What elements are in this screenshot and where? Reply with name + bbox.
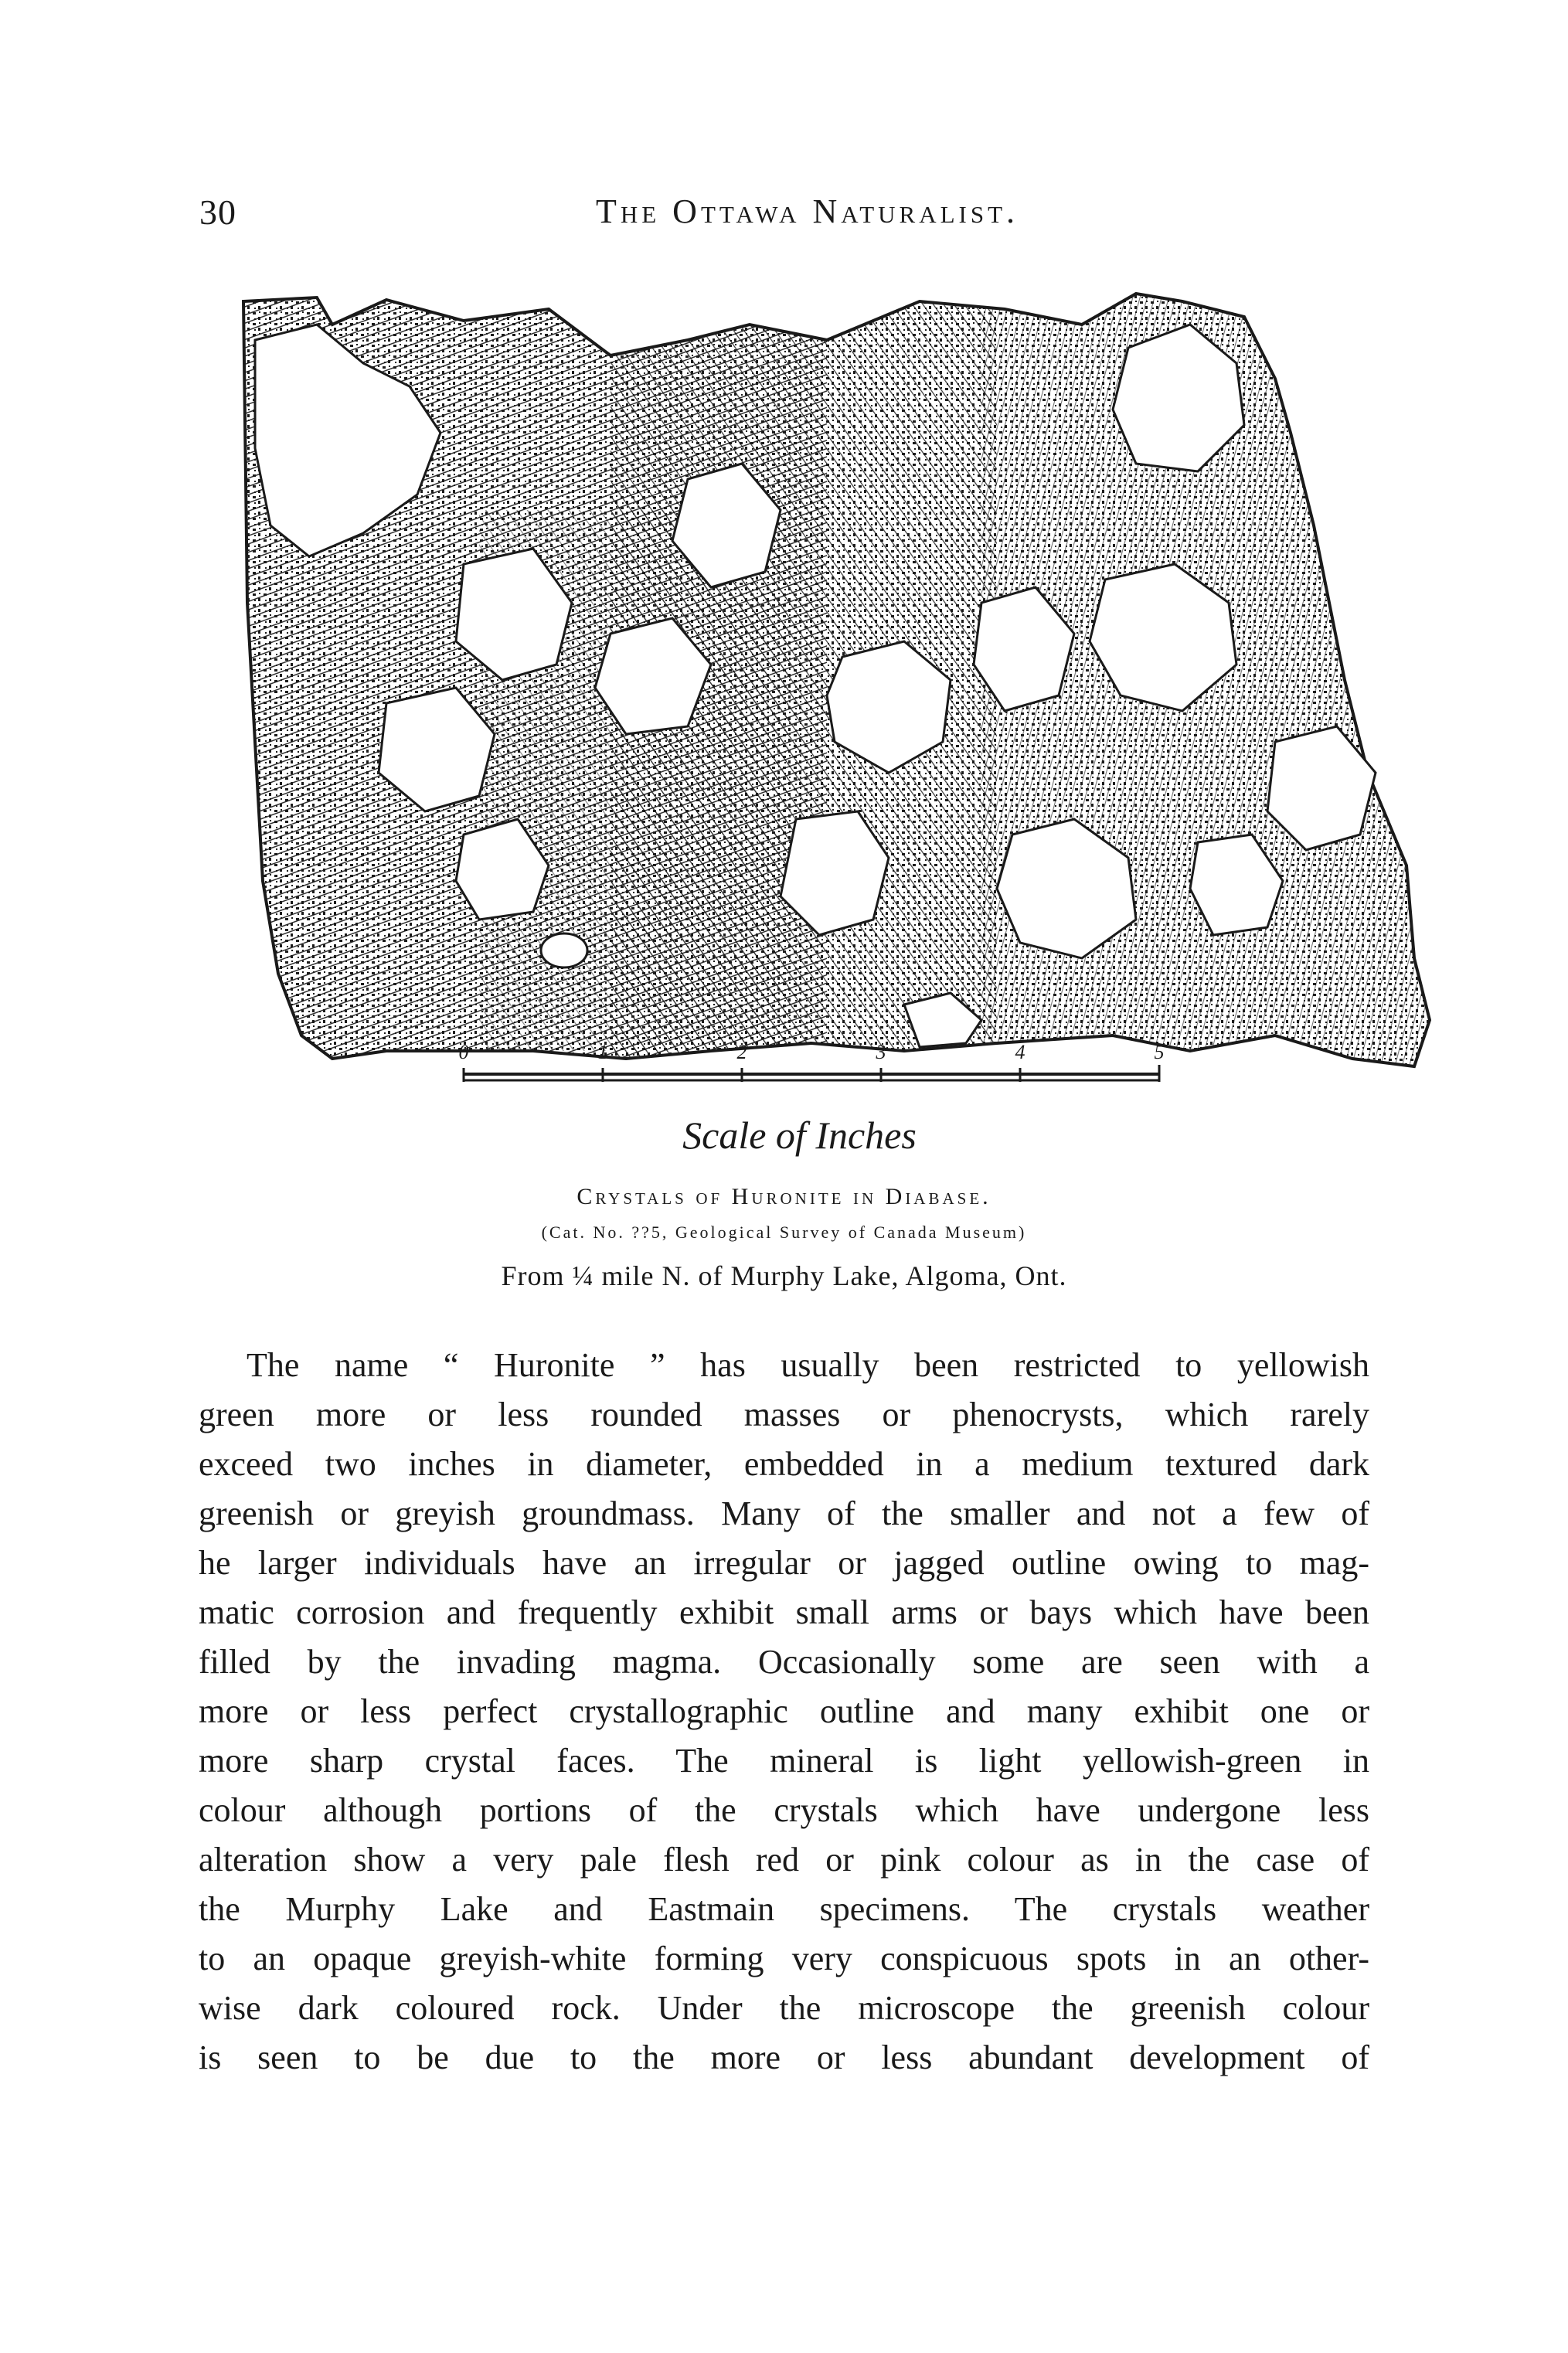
- body-paragraph: [199, 1341, 1369, 2083]
- text-line: greenish or greyish groundmass. Many of the smaller and not a few of: [199, 1494, 1369, 1532]
- text-line: The name “ Huronite ” has usually been restricted to yellowish: [247, 1346, 1369, 1384]
- text-line: matic corrosion and frequently exhibit small arms or bays which have been: [199, 1593, 1369, 1631]
- text-line: he larger individuals have an irregular or jagged outline owing to mag-: [199, 1544, 1369, 1582]
- text-line: to an opaque greyish-white forming very conspicuous spots in an other-: [199, 1940, 1369, 1977]
- scale-tick-label: 5: [1154, 1041, 1165, 1063]
- text-line: green more or less rounded masses or phenocrysts, which rarely: [199, 1396, 1369, 1433]
- scale-tick-label: 3: [876, 1041, 886, 1063]
- scale-tick-label: 1: [597, 1041, 608, 1063]
- text-line: is seen to be due to the more or less abundant development of: [199, 2038, 1369, 2076]
- page-number: 30: [199, 192, 236, 232]
- text-line: exceed two inches in diameter, embedded in a medium textured dark: [199, 1445, 1369, 1483]
- text-line: the Murphy Lake and Eastmain specimens. The crystals weather: [199, 1890, 1369, 1928]
- text-line: wise dark coloured rock. Under the microscope the greenish colour: [199, 1989, 1369, 2027]
- scale-tick-label: 0: [458, 1041, 469, 1063]
- text-line: more sharp crystal faces. The mineral is light yellowish-green in: [199, 1742, 1369, 1780]
- text-line: colour although portions of the crystals which have undergone less: [199, 1791, 1369, 1829]
- text-line: more or less perfect crystallographic outline and many exhibit one or: [199, 1692, 1369, 1730]
- figure-caption-catalogue: (Cat. No. ??5, Geological Survey of Canada Museum): [541, 1222, 1027, 1242]
- figure-caption-title: Crystals of Huronite in Diabase.: [577, 1184, 991, 1209]
- text-line: alteration show a very pale flesh red or pink colour as in the case of: [199, 1841, 1369, 1879]
- scale-label: Scale of Inches: [682, 1114, 917, 1157]
- figure-caption-locality: From ¼ mile N. of Murphy Lake, Algoma, Ont.: [501, 1260, 1067, 1291]
- running-title: The Ottawa Naturalist.: [595, 192, 1019, 230]
- specimen-illustration: [209, 278, 1445, 1128]
- page-header: [0, 192, 1568, 238]
- rock-specimen-figure: [209, 278, 1445, 1128]
- text-line: filled by the invading magma. Occasionally some are seen with a: [199, 1643, 1369, 1681]
- scale-tick-label: 2: [736, 1041, 747, 1063]
- scale-tick-label: 4: [1015, 1041, 1025, 1063]
